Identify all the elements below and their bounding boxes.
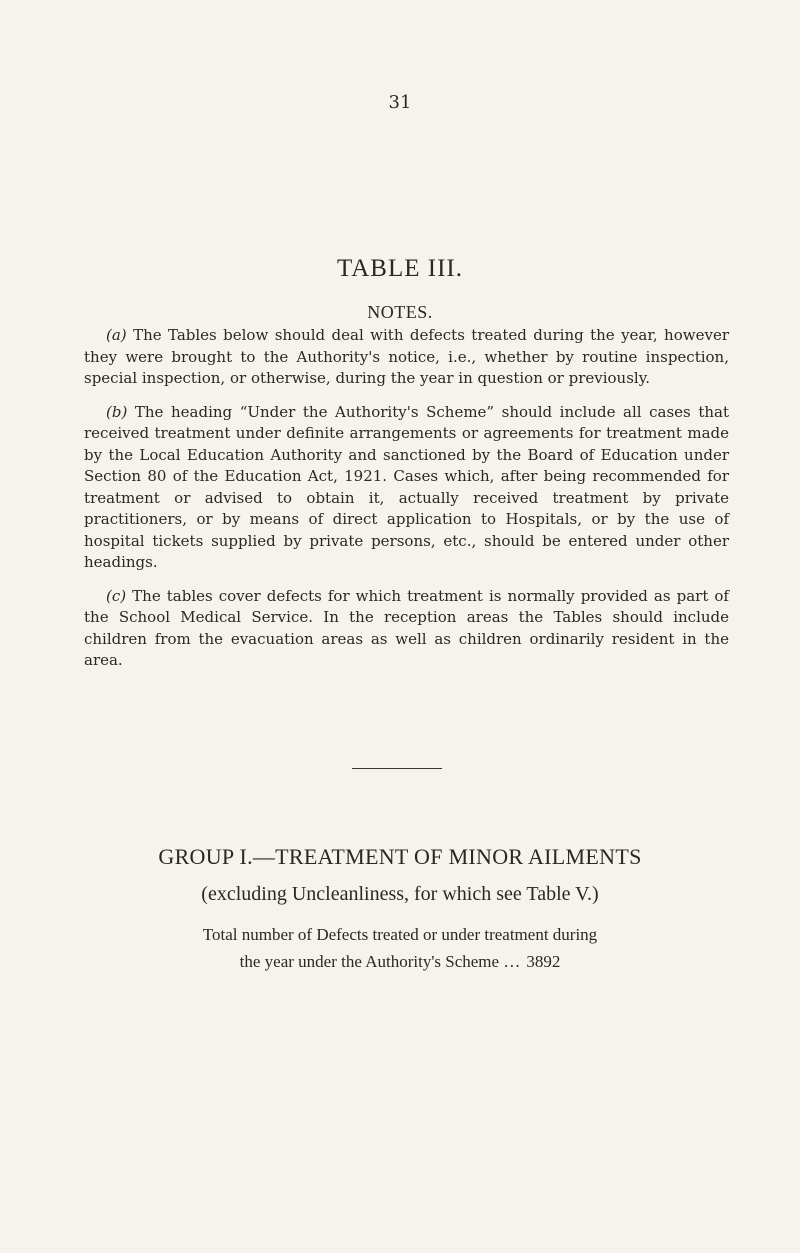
- total-value: 3892: [526, 952, 561, 971]
- note-key: (a): [106, 326, 127, 344]
- total-description-line1: Total number of Defects treated or under treatment during: [202, 925, 598, 944]
- note-b: [84, 402, 729, 574]
- section-divider: [352, 768, 442, 769]
- note-key: (c): [106, 586, 127, 605]
- total-description-line2: [0, 952, 800, 972]
- total-label: the year under the Authority's Scheme …: [239, 952, 521, 971]
- group-title: GROUP I.—TREATMENT OF MINOR AILMENTS: [158, 844, 642, 869]
- group-subtitle: (excluding Uncleanliness, for which see Table V.): [201, 883, 599, 905]
- note-c: [84, 586, 729, 672]
- page-number: 31: [388, 92, 412, 113]
- note-text: The heading “Under the Authority's Scheme” should include all cases that received treatment under definite arrangements or agreements for treatment made by the Local Education Authority and sanctioned by the Board of Education under Section 80 of the Education Act, 1921. Cases which, after being recommended for treatment or advised to obtain it, actually received treatment by private practitioners, or by means of direct application to Hospitals, or by the use of hospital tickets supplied by private persons, etc., should be entered under other headings.: [84, 402, 729, 571]
- table-title: TABLE III.: [336, 255, 463, 282]
- notes-heading: NOTES.: [367, 302, 433, 322]
- note-text: The Tables below should deal with defects treated during the year, however they were brought to the Authority's notice, i.e., whether by routine inspection, special inspection, or otherwise, during the year in question or previously.: [84, 326, 729, 387]
- note-key: (b): [106, 402, 128, 421]
- notes-section: [84, 325, 729, 684]
- note-text: The tables cover defects for which treatment is normally provided as part of the School Medical Service. In the reception areas the Tables should include children from the evacuation areas as well as children ordinarily resident in the area.: [84, 586, 729, 669]
- note-a: [84, 325, 729, 390]
